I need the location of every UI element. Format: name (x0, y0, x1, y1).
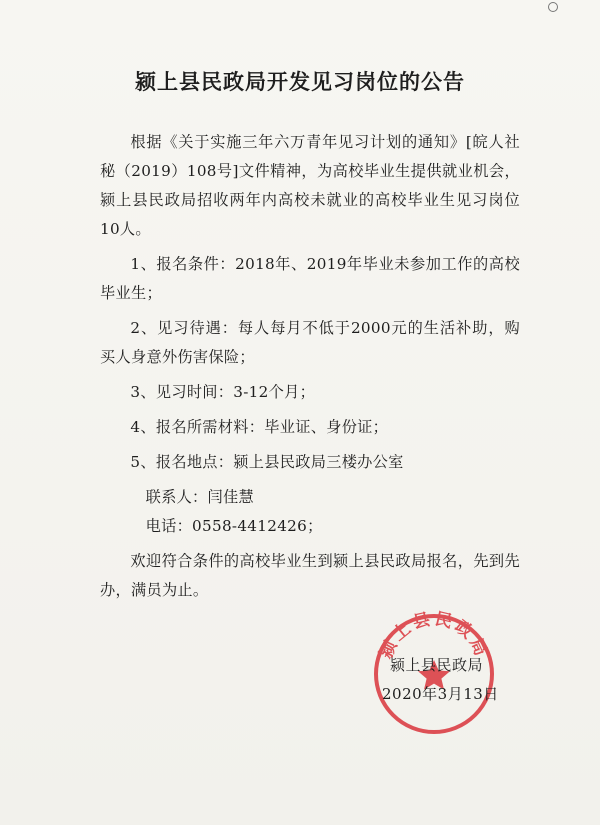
document-date: 2020年3月13日 (382, 685, 499, 703)
document-title: 颍上县民政局开发见习岗位的公告 (135, 70, 465, 94)
closing-paragraph: 欢迎符合条件的高校毕业生到颍上县民政局报名，先到先办，满员为止。 (100, 552, 520, 599)
item-registration-conditions: 1、报名条件：2018年、2019年毕业未参加工作的高校毕业生； (100, 255, 520, 302)
item-internship-duration: 3、见习时间：3-12个月； (130, 383, 316, 401)
seal-text: 颍上县民政局 (376, 610, 492, 662)
item-registration-location: 5、报名地点：颍上县民政局三楼办公室 (130, 453, 404, 471)
item-internship-benefits: 2、见习待遇：每人每月不低于2000元的生活补助，购买人身意外伤害保险； (100, 319, 520, 366)
document-body (100, 128, 520, 611)
contact-person: 联系人：闫佳慧 (145, 488, 255, 506)
hole-punch-mark (548, 2, 558, 12)
signer-name: 颍上县民政局 (390, 656, 484, 674)
intro-paragraph: 根据《关于实施三年六万青年见习计划的通知》[皖人社秘（2019）108号]文件精神，为高校毕业生提供就业机会，颍上县民政局招收两年内高校未就业的高校毕业生见习岗位10人。 (100, 133, 520, 238)
contact-phone: 电话：0558-4412426； (145, 517, 323, 535)
item-required-materials: 4、报名所需材料：毕业证、身份证； (130, 418, 389, 436)
